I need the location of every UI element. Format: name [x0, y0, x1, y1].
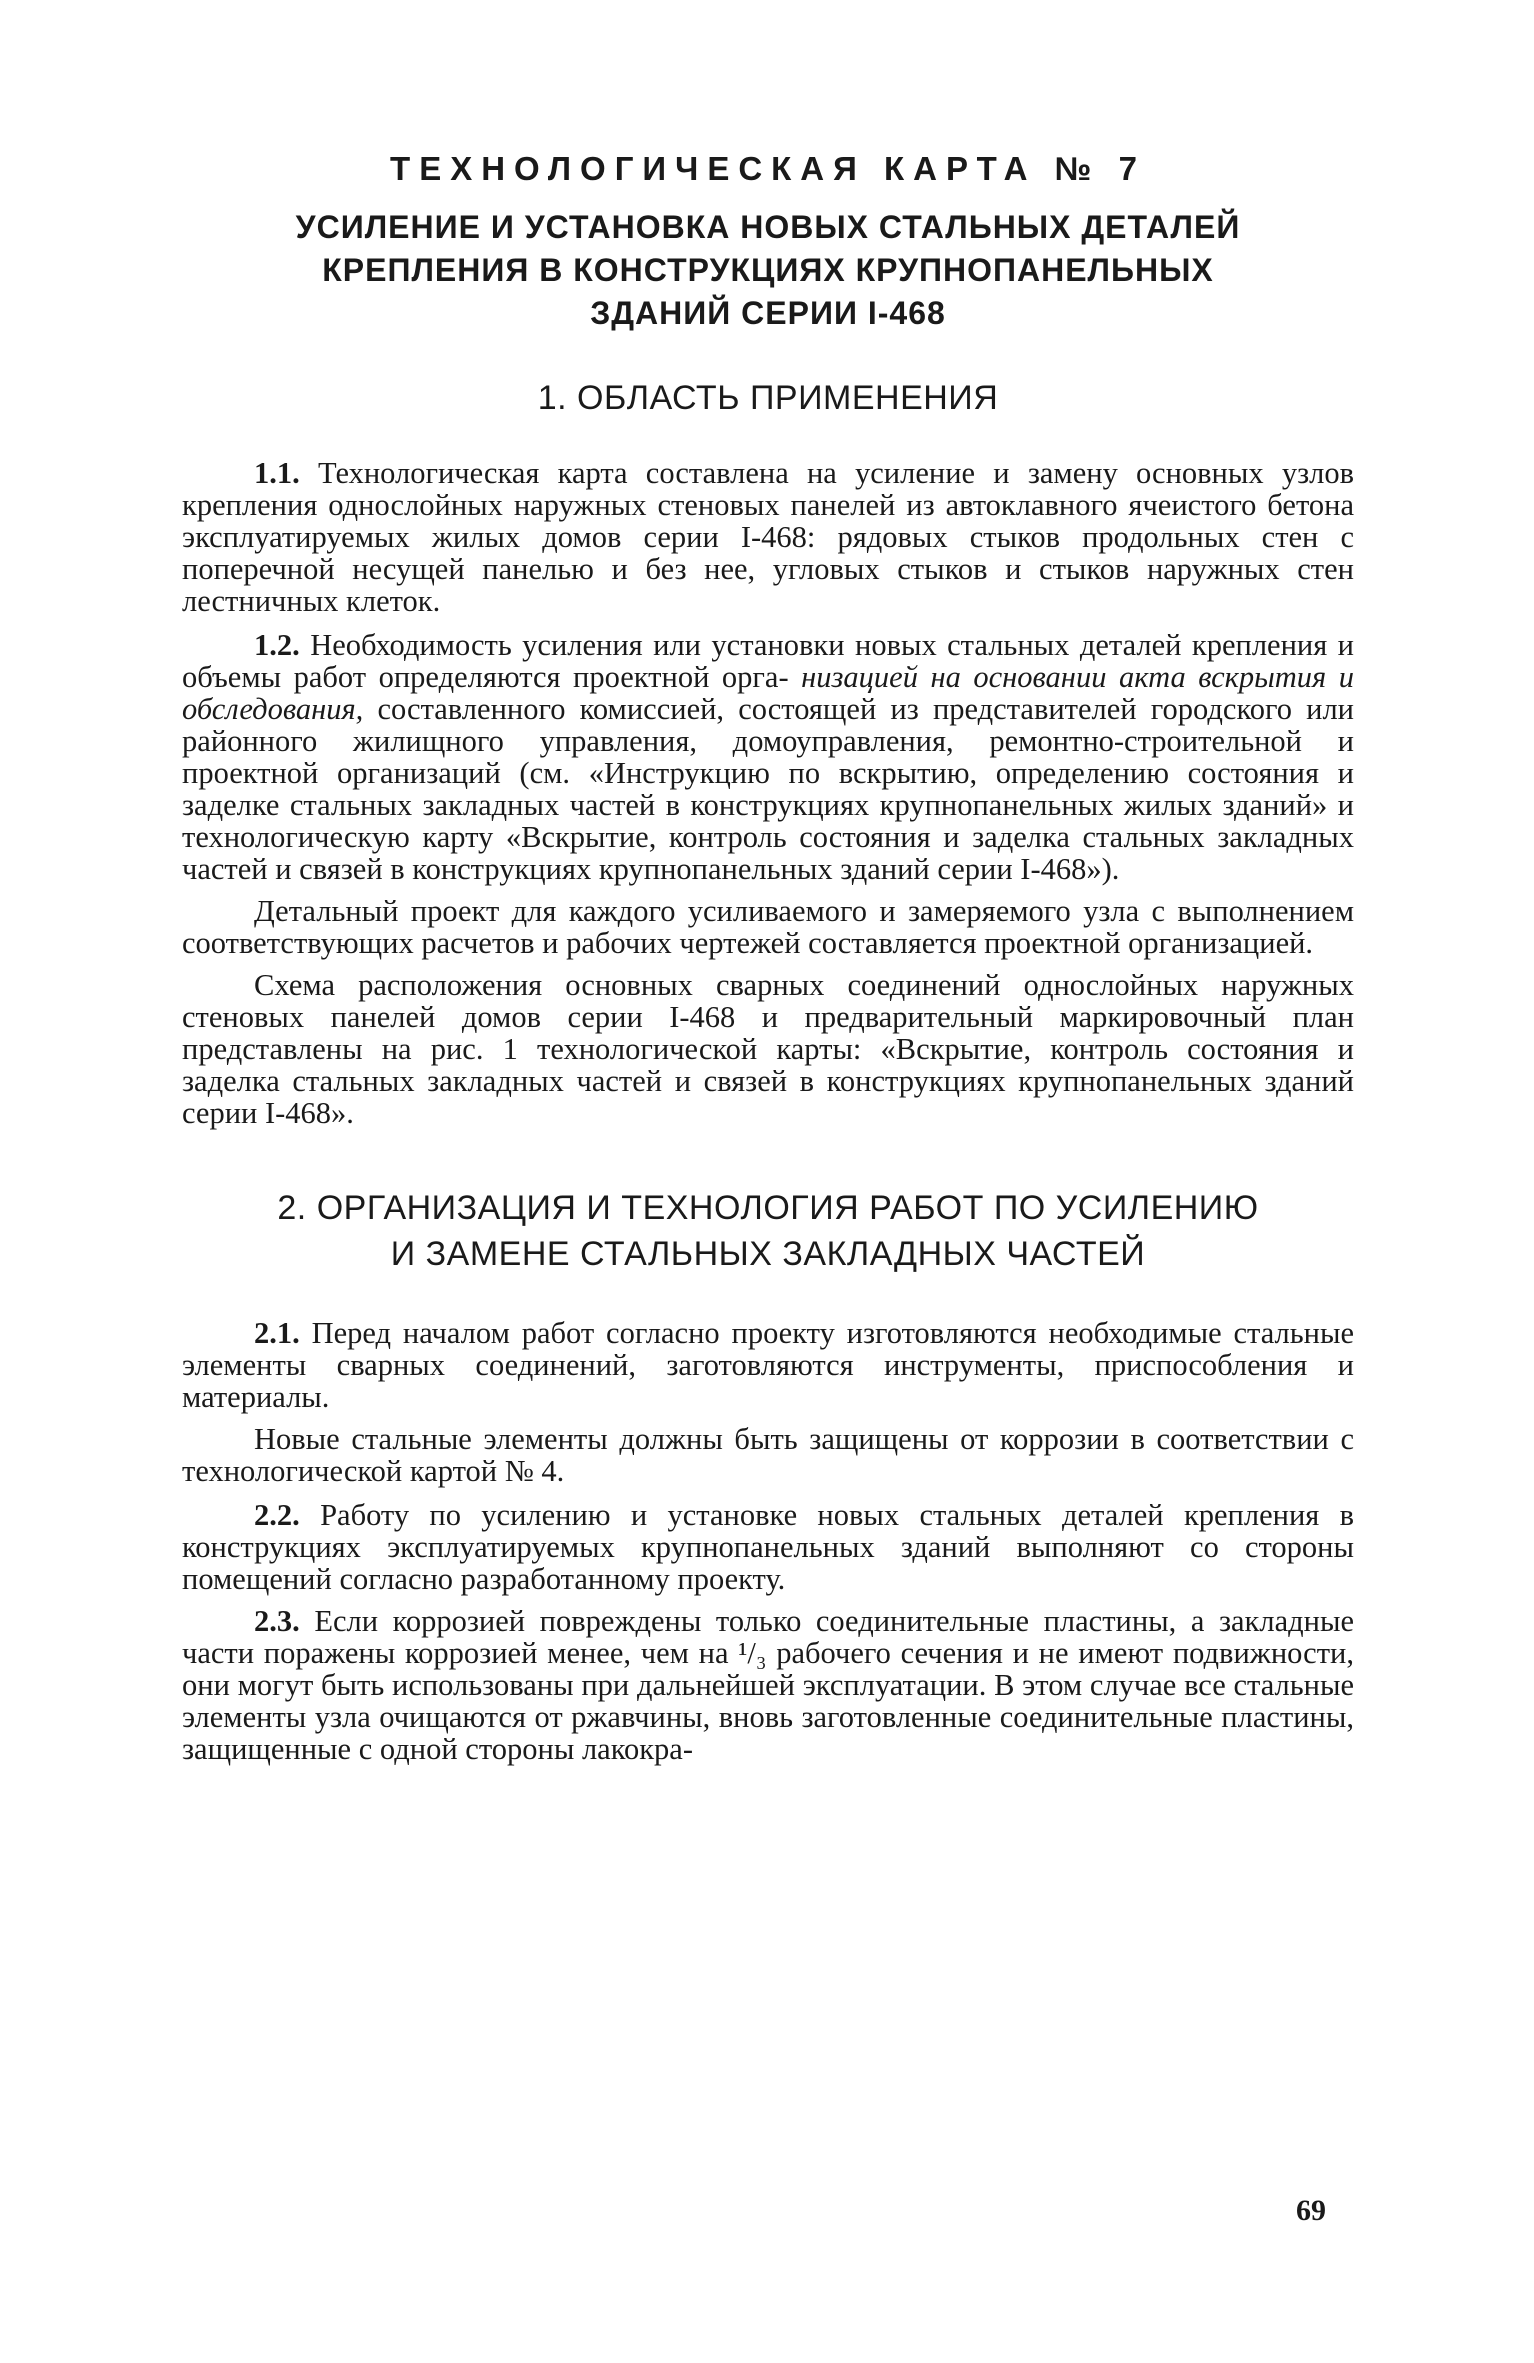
subtitle-line-1: УСИЛЕНИЕ И УСТАНОВКА НОВЫХ СТАЛЬНЫХ ДЕТАЛЕЙ [295, 209, 1241, 245]
paragraph-detail-project: Детальный проект для каждого усиливаемого и замеряемого узла с выполнением соответствующих расчетов и рабочих чертежей составляется проектной организацией. [182, 894, 1354, 960]
subtitle-line-3: ЗДАНИЙ СЕРИИ I-468 [590, 295, 946, 331]
paragraph-1-2 [182, 629, 1354, 885]
paragraph-scheme: Схема расположения основных сварных соединений однослойных наружных стеновых панелей домов серии I-468 и предварительный маркировочный план представлены на рис. 1 технологической карты: «Вскрытие, контроль состояния и заделка стальных закладных частей и связей в конструкциях крупнопанельных зданий серии I-468». [182, 968, 1354, 1130]
paragraph-number: 2.2. [254, 1498, 300, 1532]
paragraph-corrosion-protection: Новые стальные элементы должны быть защищены от коррозии в соответствии с технологической картой № 4. [182, 1422, 1354, 1488]
paragraph-text: Необходимость усиления или установки новых стальных деталей крепления и объемы работ определяются проектной орга- [182, 628, 1354, 694]
paragraph-1-1 [182, 457, 1354, 617]
paragraph-2-2 [182, 1499, 1354, 1595]
paragraph-number: 2.3. [254, 1604, 300, 1638]
section-2-heading-line-1: 2. ОРГАНИЗАЦИЯ И ТЕХНОЛОГИЯ РАБОТ ПО УСИЛЕНИЮ [277, 1189, 1259, 1227]
document-title: ТЕХНОЛОГИЧЕСКАЯ КАРТА № 7 [390, 150, 1146, 187]
document-subtitle [182, 206, 1354, 335]
paragraph-number: 1.1. [254, 456, 300, 490]
paragraph-number: 1.2. [254, 628, 300, 662]
paragraph-2-1 [182, 1317, 1354, 1413]
document-page [182, 150, 1354, 1777]
paragraph-text: составленного комиссией, состоящей из представителей городского или районного жилищного управления, домоуправления, ремонтно-строительной и проектной организаций (см. «Инструкцию по вскрытию, определению состояния и заделке стальных закладных частей в конструкциях крупнопанельных жилых зданий» и технологическую карту «Вскрытие, контроль состояния и заделка стальных закладных частей и связей в конструкциях крупнопанельных зданий серии I-468»). [182, 692, 1355, 886]
subtitle-line-2: КРЕПЛЕНИЯ В КОНСТРУКЦИЯХ КРУПНОПАНЕЛЬНЫХ [322, 252, 1214, 288]
paragraph-text: Перед началом работ согласно проекту изготовляются необходимые стальные элементы сварных соединений, заготовляются инструменты, приспособления и материалы. [182, 1316, 1355, 1414]
section-2-heading-line-2: И ЗАМЕНЕ СТАЛЬНЫХ ЗАКЛАДНЫХ ЧАСТЕЙ [390, 1235, 1146, 1273]
paragraph-number: 2.1. [254, 1316, 300, 1350]
section-2-heading [182, 1185, 1354, 1277]
paragraph-text: Работу по усилению и установке новых стальных деталей крепления в конструкциях эксплуатируемых крупнопанельных зданий выполняют со стороны помещений согласно разработанному проекту. [182, 1498, 1355, 1596]
page-number: 69 [1296, 2194, 1326, 2227]
paragraph-text: Технологическая карта составлена на усиление и замену основных узлов крепления однослойных наружных стеновых панелей из автоклавного ячеистого бетона эксплуатируемых жилых домов серии I-468: рядовых стыков продольных стен с поперечной несущей панелью и без нее, угловых стыков и стыков наружных стен лестничных клеток. [182, 456, 1355, 618]
paragraph-2-3 [182, 1605, 1354, 1765]
paragraph-text-italic: низацией на основании акта вскрытия и обследования, [182, 660, 1354, 726]
paragraph-text: Если коррозией повреждены только соединительные пластины, а закладные части поражены коррозией менее, чем на ¹/₃ рабочего сечения и не имеют подвижности, они могут быть использованы при дальнейшей эксплуатации. В этом случае все стальные элементы узла очищаются от ржавчины, вновь заготовленные соединительные пластины, защищенные с одной стороны лакокра- [182, 1604, 1354, 1766]
section-1-heading: 1. ОБЛАСТЬ ПРИМЕНЕНИЯ [537, 379, 999, 417]
